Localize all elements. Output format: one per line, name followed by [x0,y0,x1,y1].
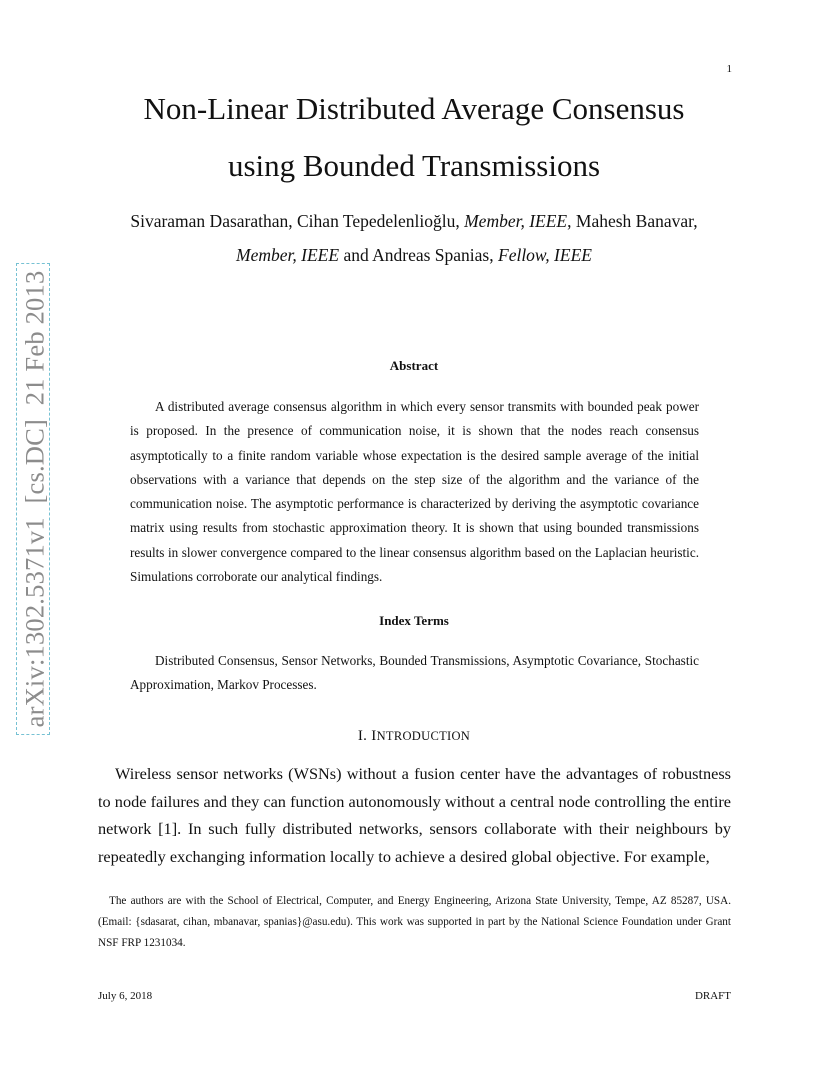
introduction-text: Wireless sensor networks (WSNs) without a fusion center have the advantages of robustness to node failures and they can function autonomously without a central node controlling the entire network [1]. In such fully distributed networks, sensors collaborate with their neighbours by repeatedly exchanging information locally to achieve a desired global objective. For example, [98,764,731,866]
index-terms-heading: Index Terms [379,613,449,628]
section-title-caps: NTRODUCTION [376,729,471,743]
section-first-letter: I [371,728,377,744]
section-number: I. [357,728,372,744]
index-terms-text: Distributed Consensus, Sensor Networks, Bounded Transmissions, Asymptotic Covariance, Stochastic Approximation, Markov Processes. [130,653,699,693]
paper-title-line-2: using Bounded Transmissions [227,148,601,183]
page-number: 1 [726,63,732,75]
author-line-2 [90,243,738,267]
author-role-3: Fellow, IEEE [498,245,592,265]
abstract-text: A distributed average consensus algorithm in which every sensor transmits with bounded peak power is proposed. In the presence of communication noise, it is shown that the nodes reach consensus asymptotically to a finite random variable whose expectation is the desired sample average of the initial observations with a variance that depends on the step size of the algorithm and the variance of the communication noise. The asymptotic performance is characterized by deriving the asymptotic covariance matrix using results from stochastic approximation theory. It is shown that using bounded transmissions results in slower convergence compared to the linear consensus algorithm based on the Laplacian heuristic. Simulations corroborate our analytical findings. [130,399,699,585]
author-footnote: The authors are with the School of Electrical, Computer, and Energy Engineering, Arizona State University, Tempe, AZ 85287, USA. (Email: {sdasarat, cihan, mbanavar, spanias}@asu.edu). This work was supported in part by the National Science Foundation under Grant NSF FRP 1231034. [98,895,731,949]
author-names-3: and Andreas Spanias, [339,245,498,265]
footer-date: July 6, 2018 [98,990,153,1002]
abstract-heading: Abstract [389,358,439,373]
author-names-1: Sivaraman Dasarathan, Cihan Tepedelenlioğlu, [130,211,465,231]
author-line-1 [90,209,738,233]
author-names-2: , Mahesh Banavar, [567,211,698,231]
paper-title-line-1: Non-Linear Distributed Average Consensus [143,91,685,126]
footer-draft-label: DRAFT [694,990,731,1002]
arxiv-identifier: arXiv:1302.5371v1 [cs.DC] 21 Feb 2013 [19,270,50,728]
author-role-2: Member, IEEE [236,245,340,265]
introduction-heading [100,728,728,745]
author-role-1: Member, IEEE [464,211,568,231]
